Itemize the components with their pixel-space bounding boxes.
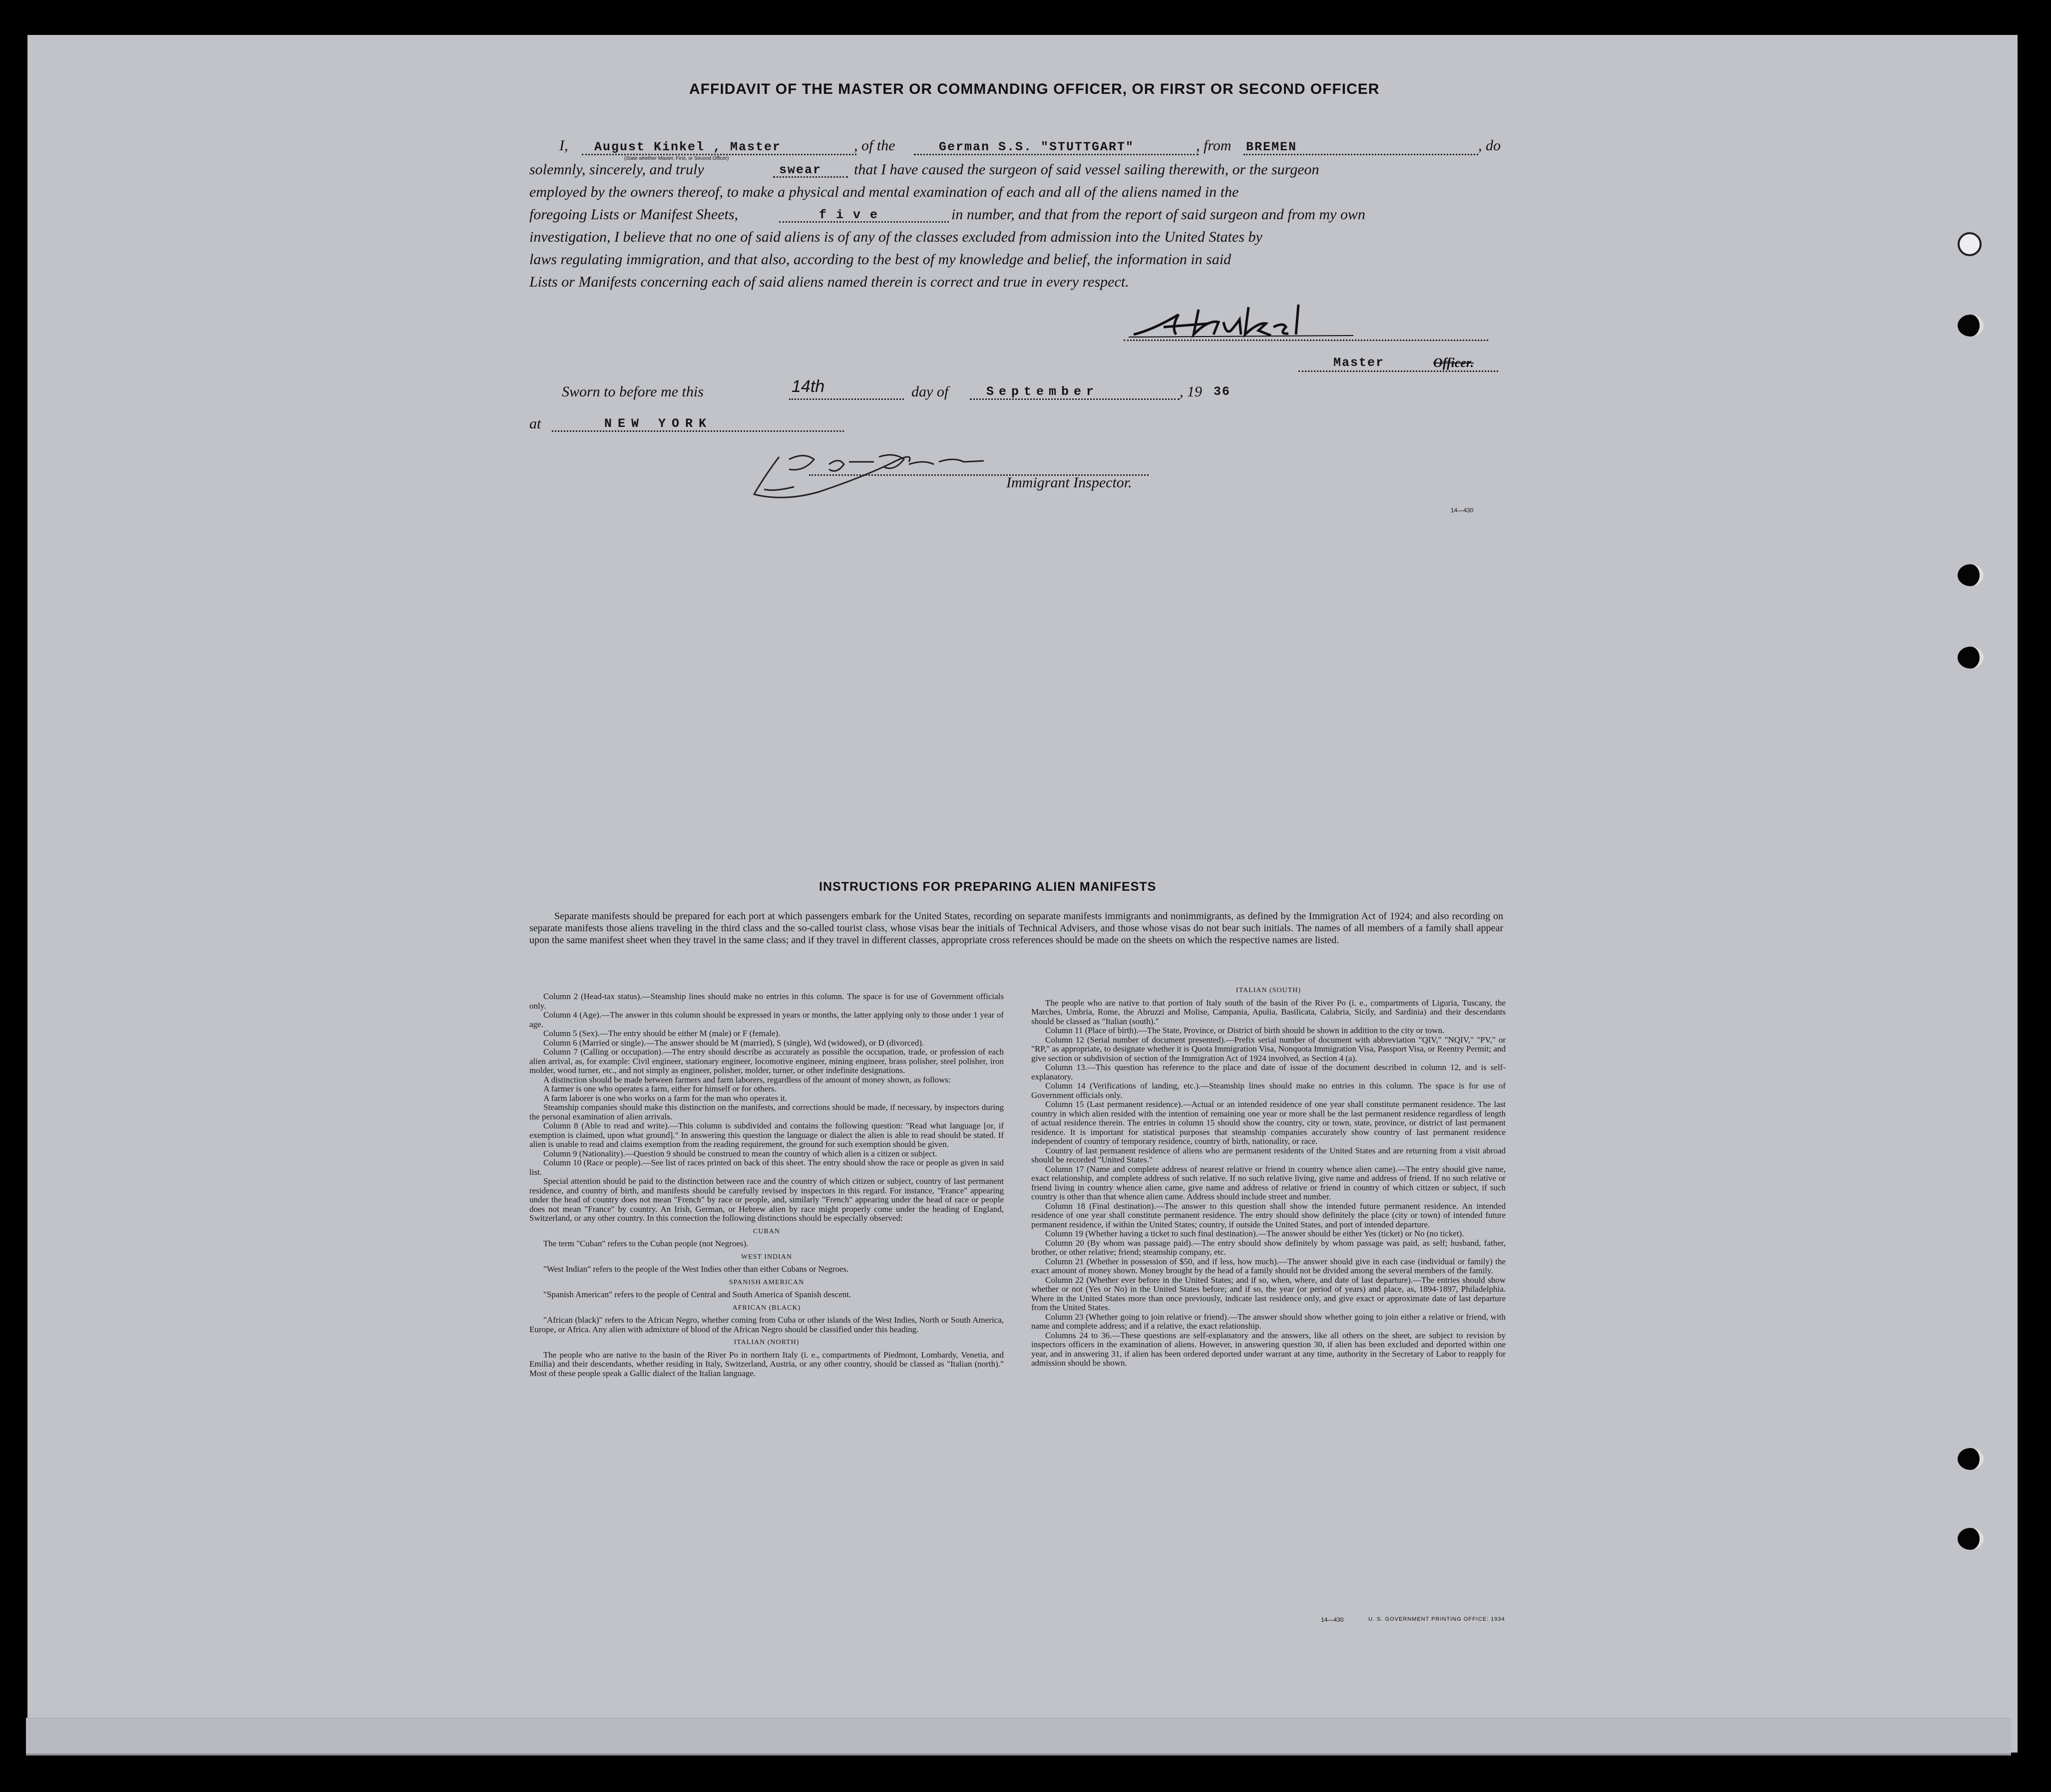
left-paragraph: Column 8 (Able to read and write).—This column is subdivided and contains the following question: "Read what language [or, if exemption is claimed, upon what ground]." In answering this question the language or dialect the alien is able to read should be stated. If alien is unable to read and claims exemption from the reading requirement, the ground for such exemption should be given. (529, 1121, 1004, 1149)
page-edge (26, 1718, 2011, 1756)
right-paragraph: Column 23 (Whether going to join relative or friend).—The answer should show whether going to join either a relative or friend, with name and complete address; and if a relative, the exact relationship. (1031, 1312, 1506, 1331)
west-indian-text: "West Indian" refers to the people of the West Indies other than either Cubans or Negroes. (543, 1264, 849, 1274)
west-indian-heading: WEST INDIAN (741, 1253, 793, 1261)
right-paragraph: Columns 24 to 36.—These questions are self-explanatory and the answers, like all others on the sheet, are subject to revision by inspectors officers in the examination of aliens. However, in answering question 30, if alien has been excluded and deported within one year, and in answering 31, if alien has been ordered deported under warrant at any time, authority in the Secretary of Labor to reapply for admission should be shown. (1031, 1330, 1506, 1368)
line3-text: employed by the owners thereof, to make a physical and mental examination of each and all of the aliens named in the (529, 184, 1239, 200)
cuban-heading: CUBAN (753, 1227, 780, 1235)
right-paragraph: Country of last permanent residence of aliens who are permanent residents of the United States and are returning from a visit abroad should be recorded "United States." (1031, 1145, 1506, 1164)
rank-struck-text: Officer. (1433, 356, 1474, 370)
left-paragraph: Column 6 (Married or single).—The answer should be M (married), S (single), Wd (widowed), or D (divorced). (543, 1038, 924, 1048)
right-paragraph: Column 17 (Name and complete address of nearest relative or friend in country whence alien came).—The entry should give name, exact relationship, and complete address of such relative. If no such relative living, give name and address of friend. If no such relative or friend living in country whence alien came, give name and address of relative or friend in country of which citizen or subject, if such country is other than that whence alien came. Address should include street and number. (1031, 1164, 1506, 1201)
african-text: "African (black)" refers to the African Negro, whether coming from Cuba or other islands of the West Indies, North or South America, Europe, or Africa. Any alien with admixture of blood of the African Negro should be classified under this heading. (529, 1315, 1004, 1334)
left-paragraph: Column 4 (Age).—The answer in this column should be expressed in years or months, the latter applying only to those under 1 year of age. (529, 1010, 1004, 1029)
at-label: at (529, 415, 541, 432)
form-number: 14—430 (1451, 507, 1474, 514)
punch-hole (1958, 1528, 1984, 1550)
line4-text-a: foregoing Lists or Manifest Sheets, (529, 206, 739, 223)
left-paragraph: A farm laborer is one who works on a farm for the man who operates it. (543, 1093, 788, 1103)
italian-north-text: The people who are native to the basin of the River Po in northern Italy (i. e., compartments of Piedmont, Lombardy, Venetia, and Emilia) and their descendants, whether residing in Italy, Switzerland, Austria, or any other country, should be classed as "Italian (north)." Most of these people speak a Gallic dialect of the Italian language. (529, 1350, 1004, 1378)
left-paragraph: Column 2 (Head-tax status).—Steamship lines should make no entries in this column. The space is for use of Government officials only. (529, 992, 1004, 1011)
day-value: 14th (792, 377, 825, 396)
right-paragraph: Column 12 (Serial number of document presented).—Prefix serial number of document with abbreviation "QIV," "NQIV," "PV," or "RP," as appropriate, to designate whether it is Quota Immigration Visa, Nonquota Immigration Visa, Passport Visa, or Reentry Permit; and give section or subdivision of section of the Immigration Act of 1924 involved, as Section 4 (a). (1031, 1035, 1506, 1063)
from-label: , from (1196, 137, 1231, 154)
line6-text: laws regulating immigration, and that also, according to the best of my knowledge and belief, the information in said (529, 251, 1231, 268)
inspector-title: Immigrant Inspector. (1006, 474, 1132, 491)
officer-name: August Kinkel , Master (594, 140, 782, 154)
left-paragraph: Column 5 (Sex).—The entry should be either M (male) or F (female). (543, 1029, 781, 1038)
day-of-label: day of (911, 383, 949, 400)
instructions-left-column (529, 992, 1004, 1378)
italian-north-heading: ITALIAN (NORTH) (734, 1339, 800, 1346)
rank-struck (1433, 356, 1474, 370)
master-signature-line (1124, 340, 1488, 341)
instructions-right-column (1031, 986, 1506, 1368)
right-paragraph: Column 20 (By whom was passage paid).—The entry should show definitely by whom passage was paid, as self; husband, father, brother, or other relative; friend; steamship company, etc. (1031, 1238, 1506, 1257)
right-paragraph: Column 11 (Place of birth).—The State, Province, or District of birth should be shown in addition to the city or town. (1045, 1026, 1445, 1035)
italian-south-heading: ITALIAN (SOUTH) (1235, 987, 1301, 994)
right-paragraph: Column 21 (Whether in possession of $50, and if less, how much).—The answer should give in each case (individual or family) the exact amount of money shown. Money brought by the head of a family should not be divided among the several members of the family. (1031, 1256, 1506, 1275)
punch-hole (1958, 564, 1984, 586)
inspector-signature (744, 442, 1024, 512)
place-value: NEW YORK (604, 416, 713, 431)
instructions-title: INSTRUCTIONS FOR PREPARING ALIEN MANIFESTS (819, 880, 1157, 894)
right-paragraph: Column 13.—This question has reference to the place and date of issue of the document described in column 12, and is self-explanatory. (1031, 1063, 1506, 1081)
line2-text: that I have caused the surgeon of said vessel sailing therewith, or the surgeon (854, 161, 1319, 178)
sworn-label: Sworn to before me this (562, 383, 704, 400)
month-value: September (986, 384, 1099, 399)
right-paragraph: Column 18 (Final destination).—The answer to this question shall show the intended future permanent residence. An intended residence of one year shall constitute permanent residence. The entry should show definitely the place (city or town) of intended future permanent residence, if within the United States; country, if outside the United States, and port of intended departure. (1031, 1201, 1506, 1229)
line4-text-b: in number, and that from the report of said surgeon and from my own (951, 206, 1365, 223)
right-paragraph: Column 19 (Whether having a ticket to such final destination).—The answer should be either Yes (ticket) or No (no ticket). (1045, 1229, 1464, 1238)
left-paragraph: A farmer is one who operates a farm, either for himself or for others. (543, 1084, 777, 1093)
of-the-label: , of the (854, 137, 895, 154)
left-paragraph: Column 9 (Nationality).—Question 9 should be construed to mean the country of which alien is a citizen or subject. (543, 1148, 937, 1158)
spanish-american-heading: SPANISH AMERICAN (729, 1278, 805, 1286)
left-paragraph: A distinction should be made between farmers and farm laborers, regardless of the amount of money shown, as follows: (543, 1075, 951, 1084)
punch-hole (1958, 1448, 1984, 1470)
day-blank (789, 398, 904, 400)
sheet-count: f i v e (819, 208, 879, 222)
instructions-intro: Separate manifests should be prepared for each port at which passengers embark for the United States, recording on separate manifests immigrants and nonimmigrants, as defined by the Immigration Act of 1924; and also recording on separate manifests those aliens traveling in the third class and the so-called tourist class, whose visas bear the initials of Technical Advisers, and those whose visas do not bear such initials. The names of all members of a family shall appear upon the same manifest sheet when they travel in the same class; and if they travel in different classes, appropriate cross references should be made on the sheets on which the respective names are listed. (529, 911, 1503, 946)
vessel-name: German S.S. "STUTTGART" (939, 140, 1135, 154)
year-value: 36 (1214, 384, 1231, 399)
line7-text: Lists or Manifests concerning each of said aliens named therein is correct and true in every respect. (529, 274, 1129, 290)
oath-word: swear (779, 163, 822, 177)
year-prefix: , 19 (1180, 383, 1202, 400)
master-signature (1124, 300, 1358, 345)
affidavit-title: AFFIDAVIT OF THE MASTER OR COMMANDING OFFICER, OR FIRST OR SECOND OFFICER (689, 81, 1380, 97)
african-heading: AFRICAN (BLACK) (732, 1304, 801, 1312)
footer-printer: U. S. GOVERNMENT PRINTING OFFICE: 1934 (1368, 1616, 1505, 1622)
solemnly-label: solemnly, sincerely, and truly (529, 161, 704, 178)
punch-hole (1958, 232, 1982, 256)
rank-blank (1298, 370, 1498, 372)
affidavit-i: I, (559, 137, 568, 154)
left-paragraph: Special attention should be paid to the distinction between race and the country of which citizen or subject, country of last permanent residence, and country of birth, and manifests should be carefully revised by inspectors in this regard. For instance, "France" appearing under the head of country does not mean "French" by race or people, and, similarly "French" appearing under the head of race or people does not mean "France" by country. An Irish, German, or Hebrew alien by race might properly come under the heading of England, Switzerland, or any other country. In this connection the following distinctions should be especially observed: (529, 1176, 1004, 1223)
right-paragraph: Column 14 (Verifications of landing, etc.).—Steamship lines should make no entries in this column. The space is for use of Government officials only. (1031, 1081, 1506, 1100)
right-paragraph: Column 22 (Whether ever before in the United States; and if so, when, where, and date of last departure).—The entries should show whether or not (Yes or No) in the United States before; and if so, the year (or period of years) and place, as, 1894-1897, Philadelphia. Where in the United States more than once previously, indicate last residence only, and give exact or approximate date of last departure from the United States. (1031, 1275, 1506, 1312)
officer-note: (State whether Master, First, or Second Officer) (624, 156, 729, 161)
punch-hole (1958, 647, 1984, 669)
rank: Master (1333, 356, 1385, 370)
left-paragraph: Steamship companies should make this distinction on the manifests, and corrections should be made, if necessary, by inspectors during the personal examination of alien arrivals. (529, 1102, 1004, 1121)
right-paragraph: Column 15 (Last permanent residence).—Actual or an intended residence of one year shall constitute permanent residence. The last country in which alien resided with the intention of remaining one year or more shall be the last permanent residence regardless of length of actual residence therein. The entries in column 15 should show the country, city or town, state, province, or district of last permanent residence. It is important for statistical purposes that steamship companies accurately show country of last permanent residence independent of country of temporary residence, country of birth, nationality, or race. (1031, 1099, 1506, 1146)
left-paragraph: Column 7 (Calling or occupation).—The entry should describe as accurately as possible the occupation, trade, or profession of each alien arrival, as, for example: Civil engineer, stationary engineer, locomotive engineer, mining engineer, brass polisher, steel polisher, iron molder, wood turner, etc., and not simply as engineer, polisher, molder, turner, or other indefinite designations. (529, 1047, 1004, 1075)
left-paragraph: Column 10 (Race or people).—See list of races printed on back of this sheet. The entry should show the race or people as given in said list. (529, 1158, 1004, 1177)
port-name: BREMEN (1246, 140, 1297, 154)
do-label: , do (1478, 137, 1501, 154)
cuban-text: The term "Cuban" refers to the Cuban people (not Negroes). (543, 1239, 749, 1248)
line5-text: investigation, I believe that no one of said aliens is of any of the classes excluded from admission into the United States by (529, 229, 1262, 245)
footer-form-number: 14—430 (1321, 1616, 1344, 1623)
spanish-american-text: "Spanish American" refers to the people of Central and South America of Spanish descent. (543, 1290, 851, 1299)
right-paragraph: The people who are native to that portion of Italy south of the basin of the River Po (i. e., compartments of Liguria, Tuscany, the Marches, Umbria, Rome, the Abruzzi and Molise, Campania, Apulia, Basilicata, Calabria, Sicily, and Sardinia) and their descendants should be classed as "Italian (south)." (1031, 998, 1506, 1026)
punch-hole (1958, 315, 1984, 337)
